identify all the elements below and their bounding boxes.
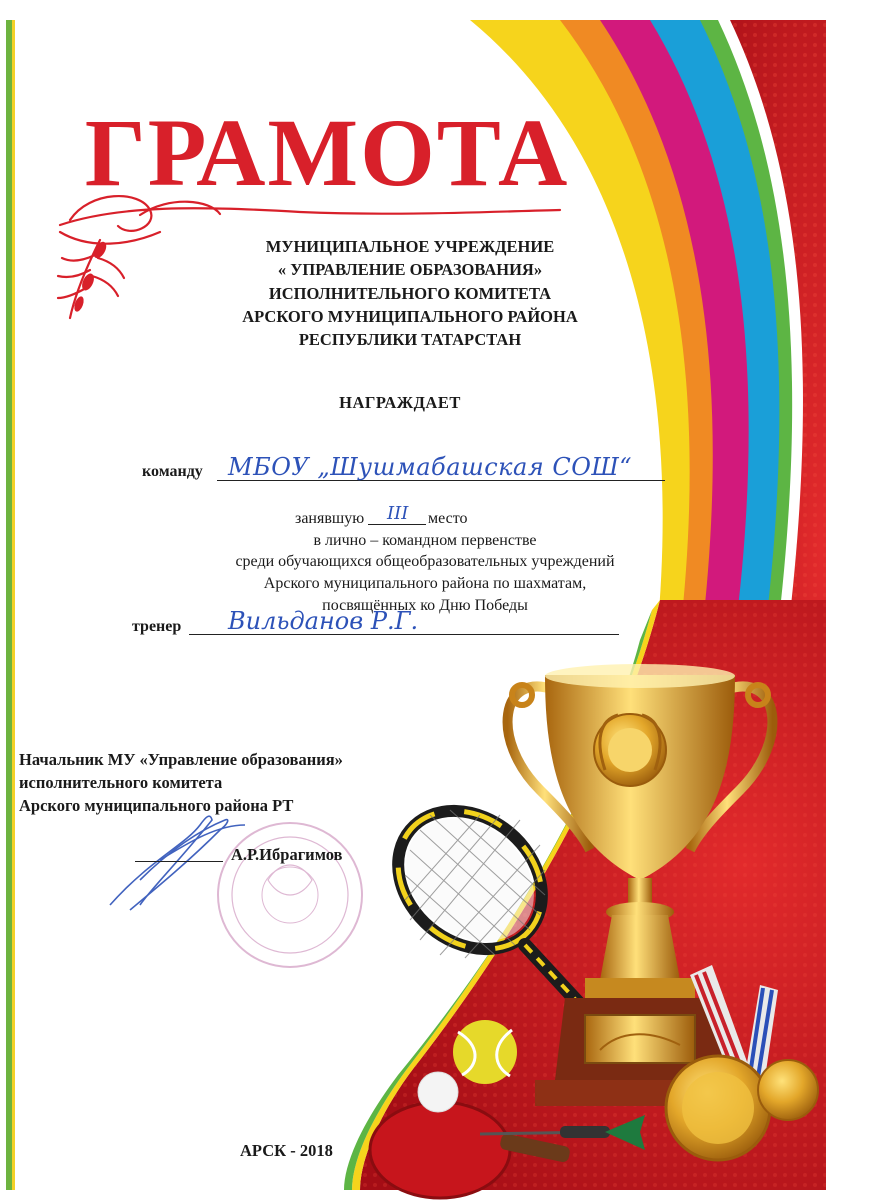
left-green-stripe	[6, 20, 12, 1190]
place-prefix: занявшую	[295, 510, 365, 527]
signature-line	[135, 861, 223, 862]
org-line-4: АРСКОГО МУНИЦИПАЛЬНОГО РАЙОНА	[242, 307, 578, 326]
tennis-ball-icon	[453, 1020, 517, 1084]
signatory-line-3: Арского муниципального района РТ	[19, 796, 294, 815]
org-line-2: « УПРАВЛЕНИЕ ОБРАЗОВАНИЯ»	[277, 260, 543, 279]
place-underline	[368, 524, 426, 525]
signatory-line-1: Начальник МУ «Управление образования»	[19, 750, 343, 769]
signatory-name: А.Р.Ибрагимов	[231, 845, 343, 864]
description-line-2: среди обучающихся общеобразовательных учреждений	[235, 553, 615, 570]
certificate-title: ГРАМОТА	[84, 99, 570, 206]
footer-city-year: АРСК - 2018	[240, 1141, 333, 1160]
description-line-3: Арского муниципального района по шахматам,	[263, 575, 587, 592]
place-suffix: место	[428, 510, 468, 527]
coach-value: Вильданов Р.Г.	[228, 607, 419, 635]
left-yellow-stripe	[12, 20, 15, 1190]
org-line-3: ИСПОЛНИТЕЛЬНОГО КОМИТЕТА	[268, 284, 552, 303]
description-line-4: посвящённых ко Дню Победы	[322, 597, 528, 614]
org-line-1: МУНИЦИПАЛЬНОЕ УЧРЕЖДЕНИЕ	[265, 237, 555, 256]
team-label: команду	[142, 463, 203, 480]
org-line-5: РЕСПУБЛИКИ ТАТАРСТАН	[298, 330, 522, 349]
team-value: МБОУ „Шушмабашская СОШ“	[228, 453, 633, 481]
awards-heading: НАГРАЖДАЕТ	[339, 393, 461, 412]
signatory-line-2: исполнительного комитета	[19, 773, 223, 792]
coach-label: тренер	[132, 618, 182, 635]
place-value: III	[387, 503, 409, 524]
description-line-1: в лично – командном первенстве	[313, 532, 537, 549]
